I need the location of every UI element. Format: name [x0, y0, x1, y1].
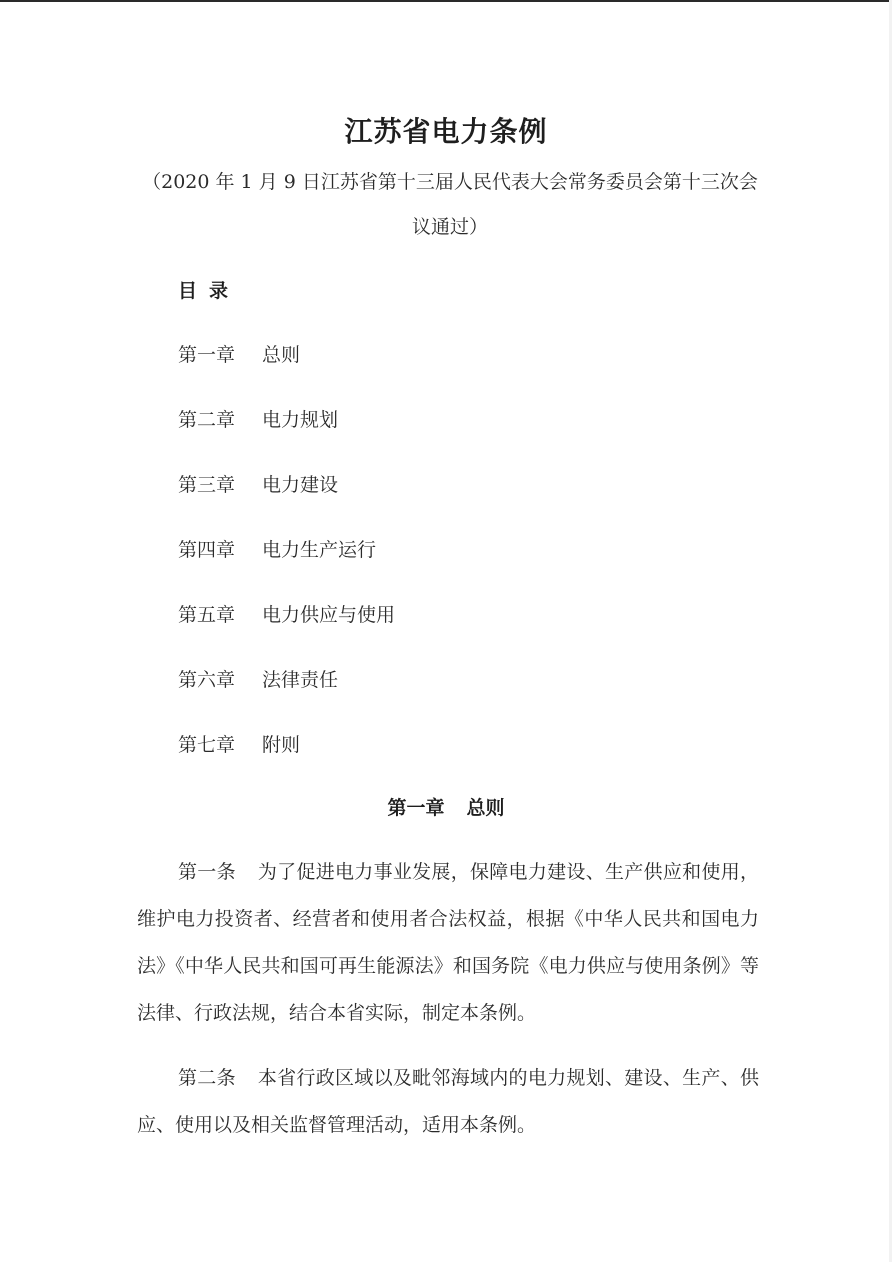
- toc-chapter-number: 第七章: [178, 734, 236, 756]
- chapter-number: 第一章: [387, 797, 445, 819]
- toc-chapter-number: 第六章: [178, 669, 236, 691]
- toc-chapter-title: 总则: [262, 344, 301, 366]
- toc-chapter-title: 附则: [262, 734, 301, 756]
- toc-item-chapter-5: [178, 598, 395, 663]
- toc-chapter-number: 第四章: [178, 539, 236, 561]
- toc-item-chapter-2: [178, 403, 395, 468]
- document-subtitle: （2020 年 1 月 9 日江苏省第十三届人民代表大会常务委员会第十三次会议通过）: [142, 171, 758, 238]
- document-title: 江苏省电力条例: [344, 115, 548, 148]
- toc-heading: 目录: [178, 280, 241, 302]
- toc-item-chapter-6: [178, 663, 395, 728]
- article-1: [137, 849, 759, 1037]
- toc-chapter-number: 第二章: [178, 409, 236, 431]
- toc-chapter-title: 电力供应与使用: [262, 604, 396, 626]
- toc-item-chapter-1: [178, 338, 395, 403]
- toc-chapter-title: 电力生产运行: [262, 539, 377, 561]
- article-text: 为了促进电力事业发展，保障电力建设、生产供应和使用，维护电力投资者、经营者和使用者合法权益，根据《中华人民共和国电力法》《中华人民共和国可再生能源法》和国务院《电力供应与使用条例》等法律、行政法规，结合本省实际，制定本条例。: [137, 861, 759, 1024]
- toc-item-chapter-3: [178, 468, 395, 533]
- article-number: 第一条: [178, 861, 236, 883]
- toc-chapter-number: 第五章: [178, 604, 236, 626]
- toc-item-chapter-4: [178, 533, 395, 598]
- toc-chapter-number: 第一章: [178, 344, 236, 366]
- article-text: 本省行政区域以及毗邻海域内的电力规划、建设、生产、供应、使用以及相关监督管理活动，适用本条例。: [137, 1067, 759, 1136]
- top-border-line: [0, 0, 892, 2]
- chapter-1-heading: [0, 791, 892, 825]
- table-of-contents: [178, 338, 395, 793]
- toc-chapter-number: 第三章: [178, 474, 236, 496]
- toc-chapter-title: 法律责任: [262, 669, 339, 691]
- article-2: [137, 1055, 759, 1149]
- toc-item-chapter-7: [178, 728, 395, 793]
- article-number: 第二条: [178, 1067, 236, 1089]
- toc-chapter-title: 电力规划: [262, 409, 339, 431]
- chapter-title: 总则: [466, 797, 505, 819]
- toc-chapter-title: 电力建设: [262, 474, 339, 496]
